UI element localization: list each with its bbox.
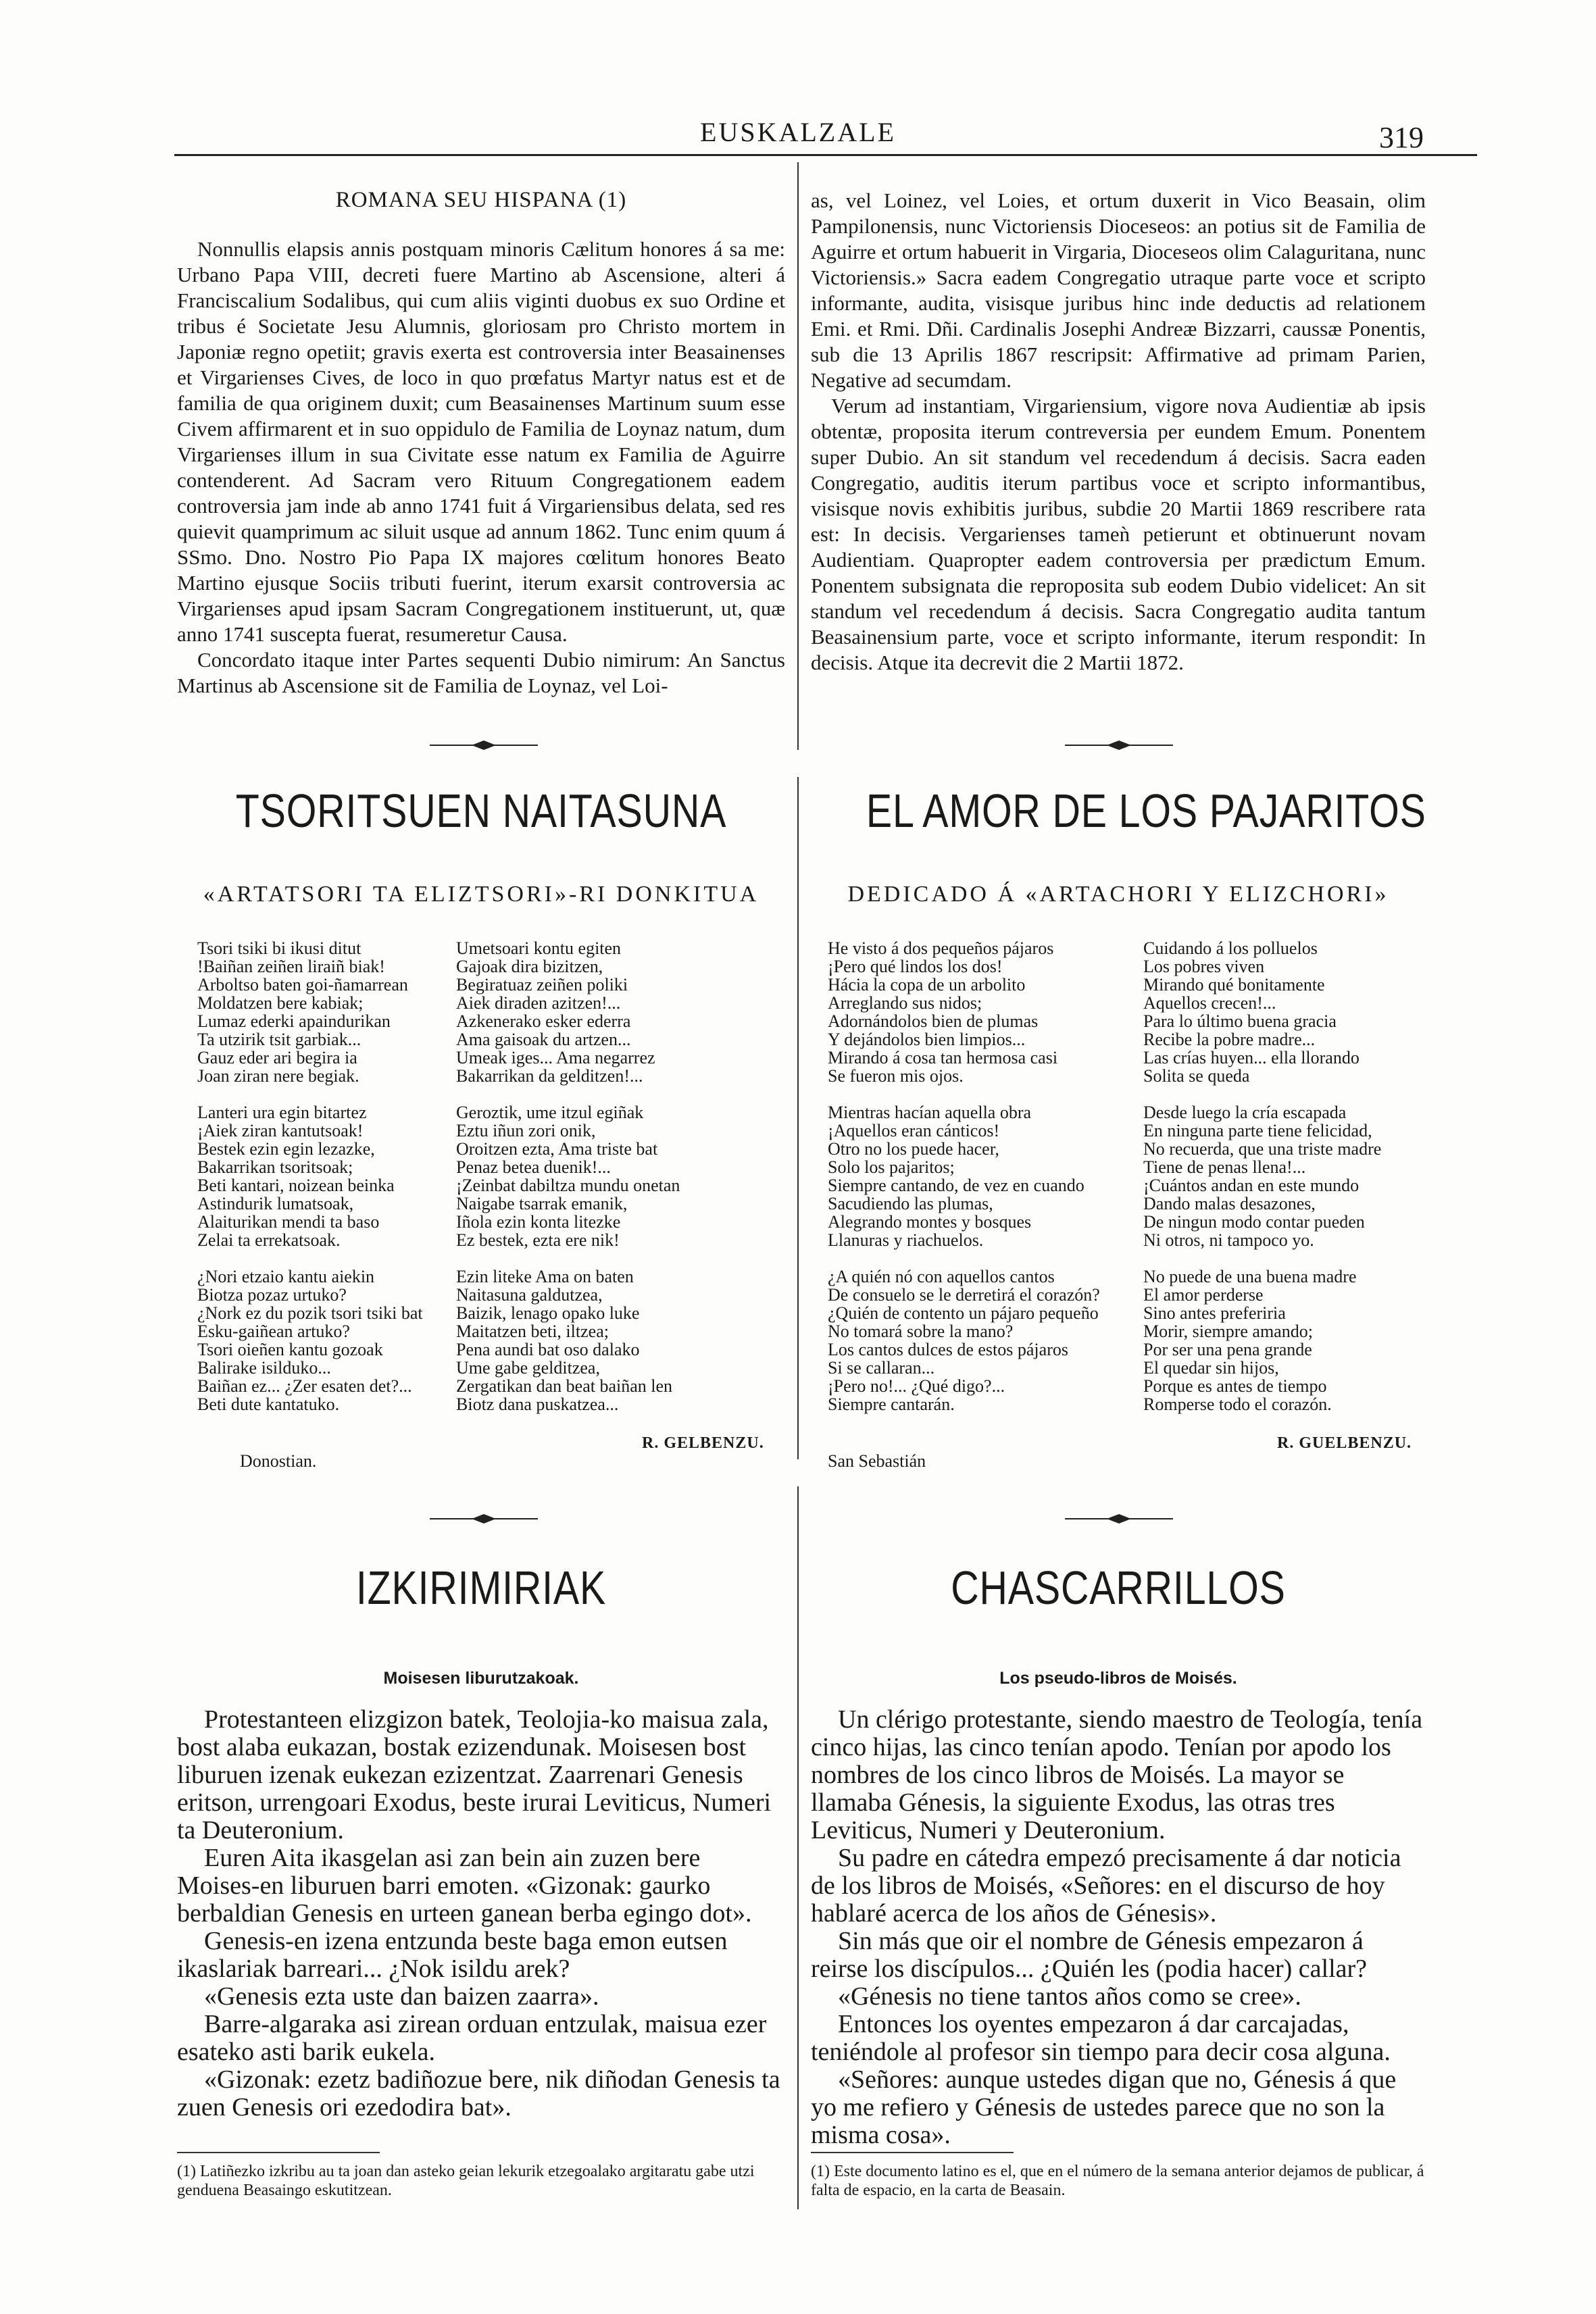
header-rule — [174, 154, 1477, 156]
spanish-poem-signature: R. GUELBENZU. — [1277, 1434, 1412, 1452]
latin-paragraph: Concordato itaque inter Partes sequenti Dubio nimirum: An Sanctus Martinus ab Ascensione sit de Familia de Loynaz, vel Loi- — [177, 648, 785, 697]
prose-paragraph: Barre-algaraka asi zirean orduan entzulak, maisua ezer esateko asti barik eukela. — [177, 2010, 767, 2066]
spanish-poem-subtitle: DEDICADO Á «ARTACHORI Y ELIZCHORI» — [847, 882, 1389, 907]
prose-paragraph: «Génesis no tiene tantos años como se cree». — [838, 1982, 1301, 2011]
basque-poem-place: Donostian. — [240, 1451, 317, 1471]
ornament-divider — [1065, 738, 1173, 752]
basque-poem-signature: R. GELBENZU. — [642, 1434, 764, 1452]
latin-paragraph: as, vel Loinez, vel Loies, et ortum duxerit in Vico Beasain, olim Pampilonensis, nunc Victoriensis Dioceseos: an potius sit de Familia de Aguirre et ortum habuerit in Virgaria, Dioceseos olim Calaguritana, nunc Victoriensis.» Sacra eadem Congregatio utraque parte voce et scripto informante, audita, visisque juribus hinc inde deductis ad relationem Emi. et Rmi. Dñi. Cardinalis Josephi Andreæ Bizzarri, caussæ Ponentis, sub die 13 Aprilis 1867 rescripsit: Affirmative ad primam Parien, Negative ad secumdam. — [811, 188, 1426, 392]
basque-poem-subtitle: «ARTATSORI TA ELIZTSORI»-RI DONKITUA — [203, 882, 759, 907]
basque-joke-title: IZKIRIMIRIAK — [355, 1561, 607, 1614]
prose-paragraph: Euren Aita ikasgelan asi zan bein ain zuzen bere Moises-en liburuen barri emoten. «Gizonak: gaurko berbaldian Genesis en urteen ganean berba egingo dot». — [177, 1844, 752, 1928]
basque-footnote: (1) Latiñezko izkribu au ta joan dan asteko geian lekurik etzegoalako argitaratu gabe utzi genduena Beasaingo eskutitzean. — [177, 2163, 755, 2199]
latin-paragraph: Verum ad instantiam, Virgariensium, vigore nova Audientiæ ab ipsis obtentæ, proposita iterum contreversia per eundem Emum. Ponentem super Dubio. An sit standum vel recedendum á decisis. Sacra eaden Congregatio, auditis iterum partibus voce et scripto informantibus, visisque novis exhibitis juribus, subdie 20 Martii 1869 rescribere rata est: In decisis. Vergarienses tameǹ petierunt et obtinuerunt novam Audientiam. Quapropter eadem controversia per prædictum Emum. Ponentem subsignata die reproposita sub eodem Dubio videlicet: An sit standum vel recedendum á decisis. Sacra Congregatio audita tantum Beasainensium parte, voce et scripto informante, iterum respondit: In decisis. Atque ita decrevit die 2 Martii 1872. — [811, 394, 1426, 674]
footnote-rule — [811, 2152, 1014, 2153]
column-divider-bottom — [797, 1486, 799, 2209]
basque-poem-title: TSORITSUEN NAITASUNA — [235, 784, 727, 837]
ornament-divider — [430, 738, 538, 752]
latin-paragraph: Nonnullis elapsis annis postquam minoris Cælitum honores á sa me: Urbano Papa VIII, decreti fuere Martino ab Ascensione, alteri á Franciscalium Sodalibus, qui cum aliis viginti duobus ex suo Ordine et tribus é Societate Jesu Alumnis, gloriosam pro Christo mortem in Japoniæ regno opetiit; gravis exerta est controversia inter Beasainenses et Virgarienses Cives, de loco in quo prœfatus Martyr natus est et de familia de qua originem duxit; cum Beasainenses Martinum suum esse Civem affirmarent et in suo oppidulo de Familia de Loynaz natum, dum Virgarienses illum in sua Civitate esse natum ex Familia de Aguirre contenderent. Ad Sacram vero Rituum Congregationem eadem controversia jam inde ab anno 1741 fuit á Virgariensibus delata, sed res quievit quamprimum ac siluit usque ad annum 1862. Tunc enim quum á SSmo. Dno. Nostro Pio Papa IX majores cœlitum honores Beato Martino ejusque Sociis tributi fuerint, iterum exarsit controversia ac Virgarienses apud ipsam Sacram Congregationem instituerunt, ut, quæ anno 1741 suscepta fuerat, resumeretur Causa. — [177, 237, 785, 646]
column-divider-top — [797, 162, 799, 750]
basque-poem-column-1: Tsori tsiki bi ikusi ditut !Baiñan zeiñen liraiñ biak! Arboltso baten goi-ñamarrean Moldatzen bere kabiak; Lumaz ederki apaindurikan Ta utzirik tsit garbiak... Gauz eder ari begira ia Joan ziran nere begiak. Lanteri ura egin bitartez ¡Aiek ziran kantutsoak! Bestek ezin egin lezazke, Bakarrikan tsoritsoak; Beti kantari, noizean beinka Astindurik lumatsoak, Alaiturikan mendi ta baso Zelai ta errekatsoak. ¿Nori etzaio kantu aiekin Biotza pozaz urtuko? ¿Nork ez du pozik tsori tsiki bat Esku-gaiñean artuko? Tsori oieñen kantu gozoak Balirake isilduko... Baiñan ez... ¿Zer esaten det?... Beti dute kantatuko. — [197, 938, 423, 1414]
prose-paragraph: Un clérigo protestante, siendo maestro de Teología, tenía cinco hijas, las cinco tenían apodo. Tenían por apodo los nombres de los cinco libros de Moisés. La mayor se llamaba Génesis, la siguiente Exodus, las otras tres Leviticus, Numeri y Deuteronium. — [811, 1705, 1423, 1844]
spanish-joke-subhead: Los pseudo-libros de Moisés. — [999, 1669, 1237, 1688]
basque-joke-body — [177, 1706, 785, 2121]
column-divider-middle — [797, 777, 799, 1459]
latin-left-column — [177, 236, 785, 699]
prose-paragraph: Entonces los oyentes empezaron á dar carcajadas, teniéndole al profesor sin tiempo para decir cosa alguna. — [811, 2010, 1391, 2066]
ornament-divider — [1065, 1512, 1173, 1526]
spanish-joke-title: CHASCARRILLOS — [951, 1561, 1286, 1614]
page-header-title: EUSKALZALE — [700, 117, 896, 147]
spanish-poem-title: EL AMOR DE LOS PAJARITOS — [866, 784, 1426, 837]
prose-paragraph: Genesis-en izena entzunda beste baga emon eutsen ikaslariak barreari... ¿Nok isildu arek? — [177, 1927, 728, 1983]
prose-paragraph: Protestanteen elizgizon batek, Teolojia-ko maisua zala, bost alaba eukazan, bostak ezizendunak. Moisesen bost liburuen izenak eukezan ezizentzat. Zaarrenari Genesis eritson, urrengoari Exodus, beste irurai Leviticus, Numeri ta Deuteronium. — [177, 1705, 772, 1844]
prose-paragraph: «Señores: aunque ustedes digan que no, Génesis á que yo me refiero y Génesis de ustedes parece que no son la misma cosa». — [811, 2065, 1397, 2149]
footnote-rule — [177, 2152, 380, 2153]
prose-paragraph: «Genesis ezta uste dan baizen zaarra». — [204, 1982, 599, 2011]
spanish-poem-place: San Sebastián — [828, 1451, 926, 1471]
spanish-joke-body — [811, 1706, 1426, 2149]
latin-heading: ROMANA SEU HISPANA (1) — [335, 188, 627, 212]
prose-paragraph: Sin más que oir el nombre de Génesis empezaron á reirse los discípulos... ¿Quién les (podia hacer) callar? — [811, 1927, 1368, 1983]
ornament-divider — [430, 1512, 538, 1526]
basque-joke-subhead: Moisesen liburutzakoak. — [383, 1669, 579, 1688]
prose-paragraph: «Gizonak: ezetz badiñozue bere, nik diñodan Genesis ta zuen Genesis ori ezedodira bat». — [177, 2065, 780, 2121]
spanish-poem-column-1: He visto á dos pequeños pájaros ¡Pero qué lindos los dos! Hácia la copa de un arbolito Arreglando sus nidos; Adornándolos bien de plumas Y dejándolos bien limpios... Mirando á cosa tan hermosa casi Se fueron mis ojos. Mientras hacían aquella obra ¡Aquellos eran cánticos! Otro no los puede hacer, Solo los pajaritos; Siempre cantando, de vez en cuando Sacudiendo las plumas, Alegrando montes y bosques Llanuras y riachuelos. ¿A quién nó con aquellos cantos De consuelo se le derretirá el corazón? ¿Quién de contento un pájaro pequeño No tomará sobre la mano? Los cantos dulces de estos pájaros Si se callaran... ¡Pero no!... ¿Qué digo?... Siempre cantarán. — [828, 938, 1100, 1414]
spanish-poem-column-2: Cuidando á los polluelos Los pobres viven Mirando qué bonitamente Aquellos crecen!... Para lo último buena gracia Recibe la pobre madre... Las crías huyen... ella llorando Solita se queda Desde luego la cría escapada En ninguna parte tiene felicidad, No recuerda, que una triste madre Tiene de penas llena!... ¡Cuántos andan en este mundo Dando malas desazones, De ningun modo contar pueden Ni otros, ni tampoco yo. No puede de una buena madre El amor perderse Sino antes preferiria Morir, siempre amando; Por ser una pena grande El quedar sin hijos, Porque es antes de tiempo Romperse todo el corazón. — [1143, 938, 1382, 1414]
spanish-footnote: (1) Este documento latino es el, que en el número de la semana anterior dejamos de publicar, á falta de espacio, en la carta de Beasain. — [811, 2163, 1424, 2199]
prose-paragraph: Su padre en cátedra empezó precisamente á dar noticia de los libros de Moisés, «Señores: en el discurso de hoy hablaré acerca de los años de Génesis». — [811, 1844, 1401, 1928]
basque-poem-column-2: Umetsoari kontu egiten Gajoak dira bizitzen, Begiratuaz zeiñen poliki Aiek diraden azitzen!... Azkenerako esker ederra Ama gaisoak du artzen... Umeak iges... Ama negarrez Bakarrikan da gelditzen!... Geroztik, ume itzul egiñak Eztu iñun zori onik, Oroitzen ezta, Ama triste bat Penaz betea duenik!... ¡Zeinbat dabiltza mundu onetan Naigabe tsarrak emanik, Iñola ezin konta litezke Ez bestek, ezta ere nik! Ezin liteke Ama on baten Naitasuna galdutzea, Baizik, lenago opako luke Maitatzen beti, iltzea; Pena aundi bat oso dalako Ume gabe gelditzea, Zergatikan dan beat baiñan len Biotz dana puskatzea... — [456, 938, 680, 1414]
page-number: 319 — [1379, 121, 1424, 154]
latin-right-column — [811, 188, 1426, 676]
